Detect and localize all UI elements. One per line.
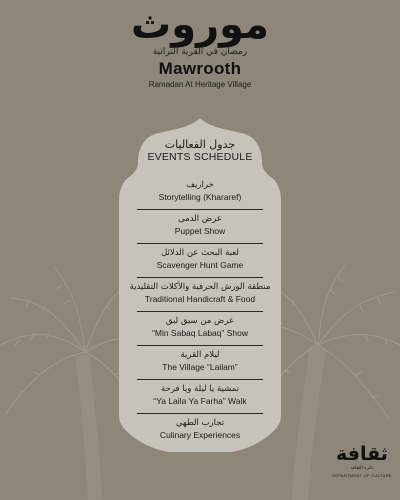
event-name-english: The Village “Lailam” xyxy=(162,362,238,372)
event-name-arabic: خراريف xyxy=(186,180,214,190)
schedule-title-english: EVENTS SCHEDULE xyxy=(147,151,253,163)
event-name-arabic: تجارب الطهي xyxy=(175,418,225,428)
logo-english: Mawrooth xyxy=(158,59,242,78)
event-item xyxy=(137,244,263,278)
logo-arabic: موروث xyxy=(131,2,269,48)
event-name-english: “Ya Laila Ya Farha” Walk xyxy=(153,396,247,406)
brand-logo-arabic: ثقافة xyxy=(336,443,388,465)
event-item xyxy=(137,414,263,448)
event-name-arabic: منطقة الورش الحرفية والأكلات التقليدية xyxy=(129,282,271,292)
event-item xyxy=(137,380,263,414)
brand-subtitle-arabic: دائرة الثقافة xyxy=(350,466,374,471)
event-name-english: Scavenger Hunt Game xyxy=(156,260,244,270)
event-name-english: Storytelling (Khararef) xyxy=(158,192,242,202)
event-item xyxy=(137,210,263,244)
subtitle-english: Ramadan At Heritage Village xyxy=(148,80,252,89)
event-item xyxy=(137,176,263,210)
events-list xyxy=(129,176,271,448)
event-name-arabic: تمشية يا ليلة ويا فرحة xyxy=(161,384,239,394)
event-name-arabic: عرض الدمى xyxy=(178,214,222,224)
event-name-arabic: لعبة البحث عن الدلائل xyxy=(161,248,239,258)
event-item xyxy=(137,346,263,380)
event-name-english: “Min Sabaq Labaq” Show xyxy=(152,328,248,338)
event-name-arabic: عرض من سبق لبق xyxy=(165,316,235,326)
event-name-english: Traditional Handicraft & Food xyxy=(144,294,256,304)
brand-subtitle-english: DEPARTMENT OF CULTURE xyxy=(332,473,392,478)
event-name-english: Puppet Show xyxy=(174,226,226,236)
event-item xyxy=(137,312,263,346)
subtitle-arabic: رمضان في القرية التراثية xyxy=(152,47,248,57)
event-name-english: Culinary Experiences xyxy=(159,430,241,440)
schedule-title-arabic: جدول الفعاليات xyxy=(164,138,236,151)
event-item xyxy=(129,278,271,312)
event-name-arabic: ليلام القرية xyxy=(180,350,220,360)
